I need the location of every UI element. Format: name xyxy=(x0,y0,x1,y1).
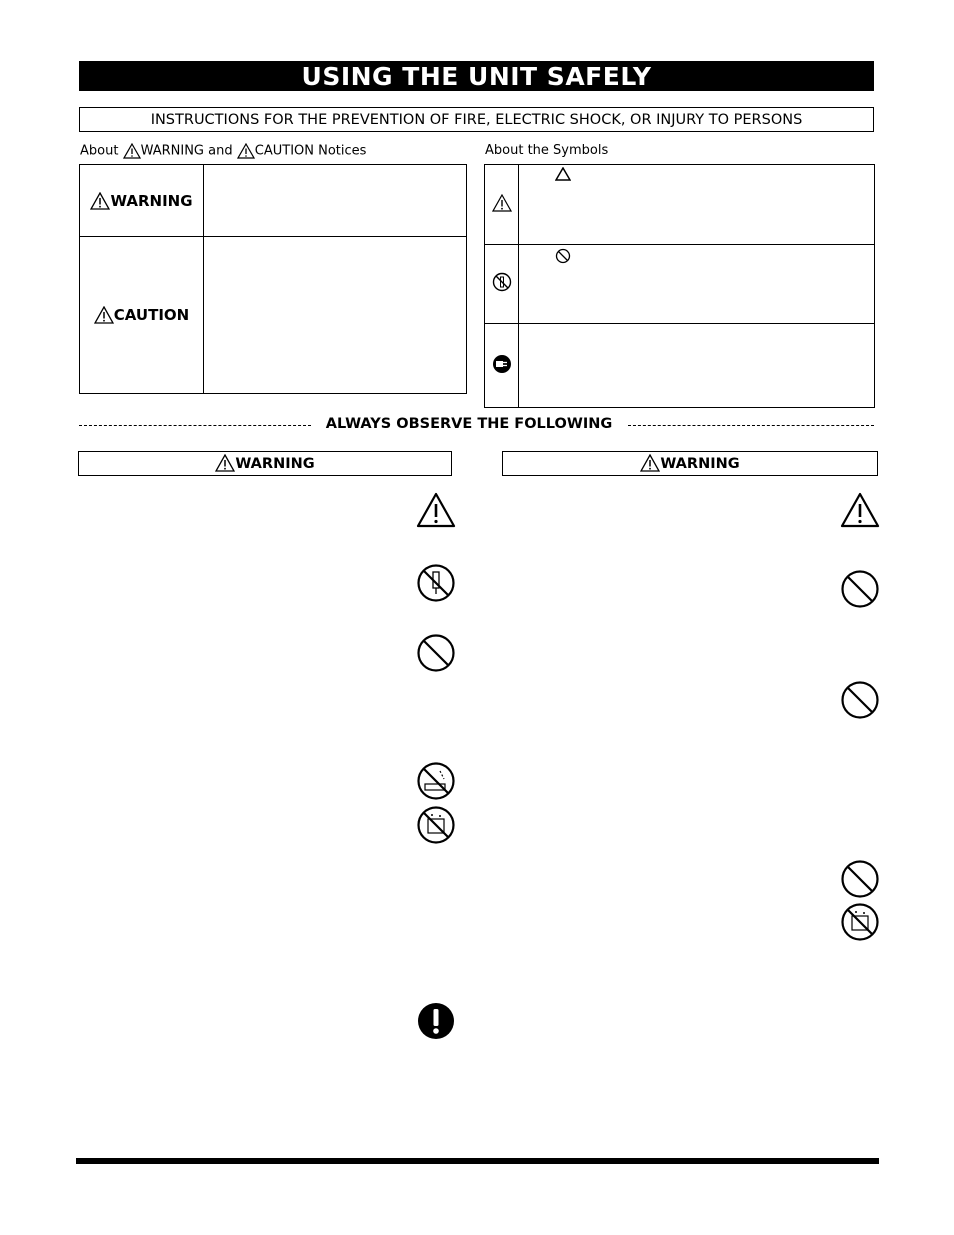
left-warning-header xyxy=(78,451,452,476)
notices-heading-notices: Notices xyxy=(318,143,367,159)
footer-rule xyxy=(76,1158,879,1164)
mandatory-action-icon xyxy=(417,1002,455,1040)
symbol-desc-prohibited xyxy=(519,245,875,324)
prohibited-icon xyxy=(416,633,456,673)
notices-heading-caution: CAUTION xyxy=(254,143,314,159)
caution-label: CAUTION xyxy=(113,306,190,324)
no-moisture-icon xyxy=(840,902,880,942)
left-warning-label: WARNING xyxy=(235,456,315,472)
warning-cell xyxy=(80,165,204,237)
prohibited-icon xyxy=(840,569,880,609)
instructions-header: INSTRUCTIONS FOR THE PREVENTION OF FIRE, ELECTRIC SHOCK, OR INJURY TO PERSONS xyxy=(79,107,874,132)
warning-label: WARNING xyxy=(110,191,193,210)
notice-table xyxy=(79,164,467,394)
warning-triangle-icon xyxy=(123,143,141,159)
symbol-row-caution xyxy=(485,165,519,245)
notices-heading-and: and xyxy=(208,143,233,159)
prohibited-icon xyxy=(840,680,880,720)
do-not-disassemble-icon xyxy=(416,563,456,603)
warning-triangle-icon xyxy=(90,192,110,210)
symbol-desc-caution xyxy=(519,165,875,245)
warning-triangle-icon xyxy=(640,454,660,472)
caution-triangle-icon xyxy=(416,492,456,528)
caution-description-cell xyxy=(204,237,467,394)
right-warning-header xyxy=(502,451,878,476)
notices-heading xyxy=(80,143,366,159)
caution-triangle-icon xyxy=(237,143,255,159)
always-observe-heading: ALWAYS OBSERVE THE FOLLOWING xyxy=(325,416,613,432)
caution-cell xyxy=(80,237,204,394)
prohibited-circle-icon xyxy=(555,248,571,264)
unplug-icon xyxy=(492,354,512,374)
triangle-outline-icon xyxy=(555,167,571,181)
page-title: USING THE UNIT SAFELY xyxy=(79,61,874,91)
warning-triangle-icon xyxy=(492,194,512,212)
divider-left xyxy=(79,425,311,426)
do-not-disassemble-icon xyxy=(492,272,512,292)
symbols-table xyxy=(484,164,875,408)
caution-triangle-icon xyxy=(94,306,114,324)
caution-triangle-icon xyxy=(840,492,880,528)
symbol-desc-mandatory xyxy=(519,324,875,408)
warning-description-cell xyxy=(204,165,467,237)
symbol-row-mandatory xyxy=(485,324,519,408)
warning-triangle-icon xyxy=(215,454,235,472)
right-warning-label: WARNING xyxy=(660,456,740,472)
no-water-icon xyxy=(416,761,456,801)
symbols-heading: About the Symbols xyxy=(485,143,609,158)
no-moisture-icon xyxy=(416,805,456,845)
notices-heading-about: About xyxy=(80,143,119,159)
prohibited-icon xyxy=(840,859,880,899)
symbol-row-prohibited xyxy=(485,245,519,324)
divider-right xyxy=(628,425,874,426)
notices-heading-warning: WARNING xyxy=(140,143,205,159)
